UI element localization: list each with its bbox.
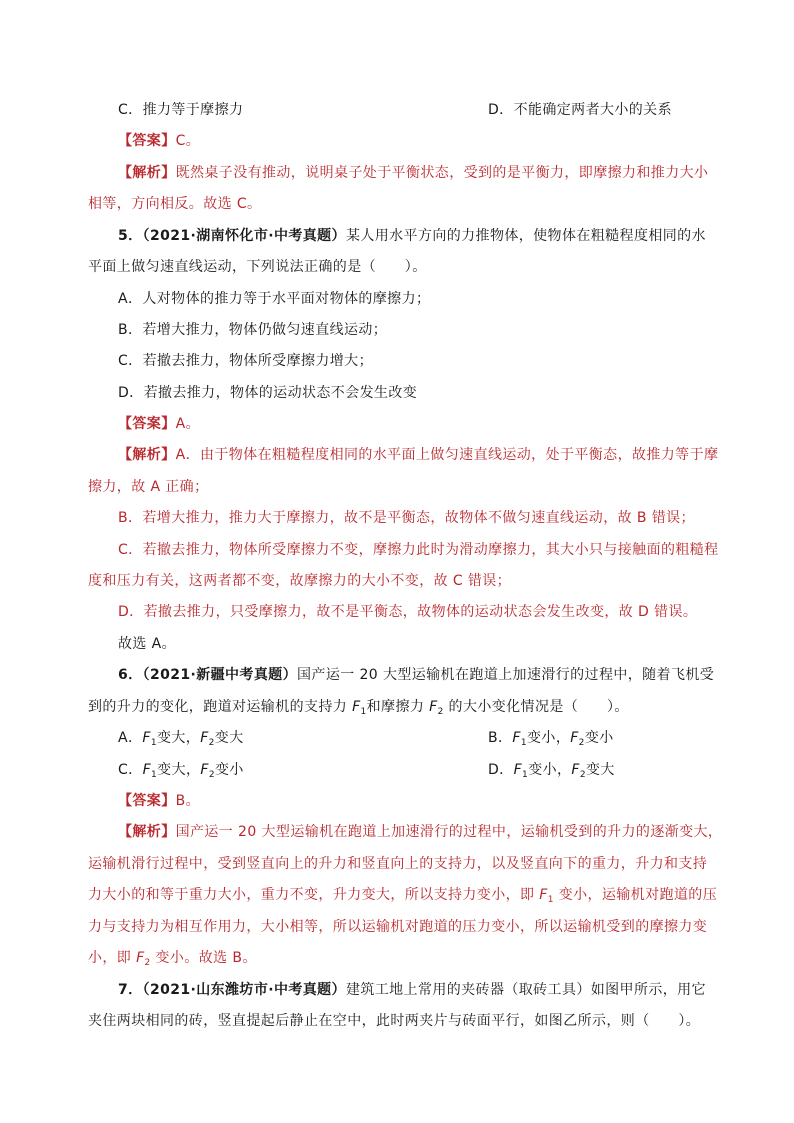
q6-number: 6． [118,667,143,683]
q6-options-row-2 [118,760,615,780]
subscript: 1 [151,770,158,780]
comma: ， [185,730,201,746]
q6-analysis-line-5 [88,948,257,968]
comma: ， [555,730,571,746]
q5-analysis-line-4: C．若撤去推力，物体所受摩擦力不变，摩擦力此时为滑动摩擦力，其大小只与接触面的粗糙程 [118,542,719,558]
answer-value: A。 [175,416,200,432]
answer-label: 【答案】 [118,133,176,149]
subscript: 2 [208,770,215,780]
q5-source: （2021·湖南怀化市·中考真题） [142,228,346,244]
subscript: 1 [360,707,367,717]
option-value: 变大 [586,762,615,778]
q5-stem-line-2: 平面上做匀速直线运动，下列说法正确的是（ ）。 [88,259,427,275]
q5-analysis-line-1 [118,445,718,465]
q6-stem-text: 国产运一 20 大型运输机在跑道上加速滑行的过程中，随着飞机受 [297,667,715,683]
option-value: 变大 [157,762,186,778]
analysis-label: 【解析】 [118,165,176,181]
option-prefix: A． [118,730,143,746]
subscript: 1 [522,770,529,780]
q4-answer [118,131,200,151]
symbol-f: F [571,762,580,778]
symbol-f: F [142,762,152,778]
analysis-label: 【解析】 [118,447,176,463]
option-prefix: D． [488,762,514,778]
q6-stem-line-2 [88,697,629,717]
q6-option-b [488,728,614,748]
subscript: 2 [144,958,151,968]
subscript: 1 [150,738,157,748]
option-value: 变小 [584,730,614,746]
option-value: 变小 [528,762,557,778]
q6-options-row-1 [118,728,614,748]
subscript: 2 [437,707,444,717]
symbol-f: F [570,730,579,746]
q6-analysis-line-4: 力与支持力为相互作用力，大小相等，所以运输机对跑道的压力变小，所以运输机受到的摩擦力变 [88,919,708,935]
q7-source: （2021·山东潍坊市·中考真题） [142,982,346,998]
option-value: 变小 [527,730,556,746]
q6-stem-part-c: 的大小变化情况是（ ）。 [443,699,629,715]
symbol-f: F [136,950,145,966]
option-value: 变大 [214,730,244,746]
symbol-f: F [200,730,209,746]
q5-stem-text: 某人用水平方向的力推物体，使物体在粗糙程度相同的水 [345,228,706,244]
subscript: 2 [579,770,586,780]
q5-option-b: B．若增大推力，物体仍做匀速直线运动； [118,322,388,338]
q5-analysis-line-5: 度和压力有关，这两者都不变，故摩擦力的大小不变，故 C 错误； [88,573,512,589]
symbol-f: F [142,730,151,746]
q6-option-d [488,760,615,780]
q5-stem-line-1 [118,226,706,246]
symbol-f: F [513,762,523,778]
analysis-text: 力大小的和等于重力大小，重力不变，升力变大，所以支持力变小，即 [88,887,540,903]
q5-option-d: D．若撤去推力，物体的运动状态不会发生改变 [118,385,418,401]
q6-analysis-line-1 [118,822,722,842]
subscript: 2 [578,738,585,748]
option-value: 变小 [214,762,244,778]
analysis-text: 小，即 [88,950,137,966]
q7-stem-text: 建筑工地上常用的夹砖器（取砖工具）如图甲所示，用它 [345,982,706,998]
subscript: 1 [520,738,527,748]
symbol-f: F [539,887,548,903]
symbol-f: F [429,699,438,715]
symbol-f: F [352,699,361,715]
q6-analysis-line-2: 运输机滑行过程中，受到竖直向上的升力和竖直向上的支持力，以及竖直向下的重力，升力和支持 [88,856,708,872]
q6-answer [118,791,200,811]
q5-analysis-line-3: B．若增大推力，推力大于摩擦力，故不是平衡态，故物体不做匀速直线运动，故 B 错误； [118,510,695,526]
q6-option-a [118,730,244,746]
q4-options-row [118,100,672,120]
q7-number: 7． [118,982,143,998]
q4-option-c: C．推力等于摩擦力 [118,102,244,118]
answer-label: 【答案】 [118,416,176,432]
symbol-f: F [200,762,209,778]
comma: ， [557,762,572,778]
q6-source: （2021·新疆中考真题） [142,667,298,683]
analysis-text: 既然桌子没有推动，说明桌子处于平衡状态，受到的是平衡力，即摩擦力和推力大小 [175,165,709,181]
subscript: 1 [547,895,554,905]
q7-stem-line-1 [118,980,706,1000]
q5-answer [118,414,200,434]
q4-analysis-line-1 [118,163,708,183]
analysis-text: A．由于物体在粗糙程度相同的水平面上做匀速直线运动，处于平衡态，故推力等于摩 [175,447,719,463]
analysis-label: 【解析】 [118,824,176,840]
subscript: 2 [208,738,215,748]
q6-stem-line-1 [118,665,714,685]
symbol-f: F [512,730,521,746]
option-value: 变大 [156,730,186,746]
analysis-text: 变小。故选 B。 [150,950,257,966]
q5-analysis-line-6: D．若撤去推力，只受摩擦力，故不是平衡态，故物体的运动状态会发生改变，故 D 错误。 [118,604,698,620]
q4-analysis-line-2: 相等，方向相反。故选 C。 [88,196,262,212]
q5-analysis-line-2: 擦力，故 A 正确； [88,479,209,495]
q5-option-a: A．人对物体的推力等于水平面对物体的摩擦力； [118,291,431,307]
analysis-text: 国产运一 20 大型运输机在跑道上加速滑行的过程中，运输机受到的升力的逐渐变大， [175,824,723,840]
q5-number: 5． [118,228,143,244]
q7-stem-line-2: 夹住两块相同的砖，竖直提起后静止在空中，此时两夹片与砖面平行，如图乙所示，则（ ）。 [88,1013,701,1029]
q6-stem-part-a: 到的升力的变化，跑道对运输机的支持力 [88,699,353,715]
answer-value: C。 [175,133,201,149]
comma: ， [185,762,201,778]
q6-stem-part-b: 和摩擦力 [366,699,430,715]
option-prefix: B． [488,730,513,746]
q5-option-c: C．若撤去推力，物体所受摩擦力增大； [118,353,373,369]
q4-option-d: D．不能确定两者大小的关系 [488,102,672,118]
q6-option-c [118,762,244,778]
analysis-text: 变小，运输机对跑道的压 [553,887,718,903]
answer-value: B。 [175,793,201,809]
option-prefix: C． [118,762,143,778]
answer-label: 【答案】 [118,793,176,809]
q6-analysis-line-3 [88,885,717,905]
q5-conclusion: 故选 A。 [118,636,177,652]
